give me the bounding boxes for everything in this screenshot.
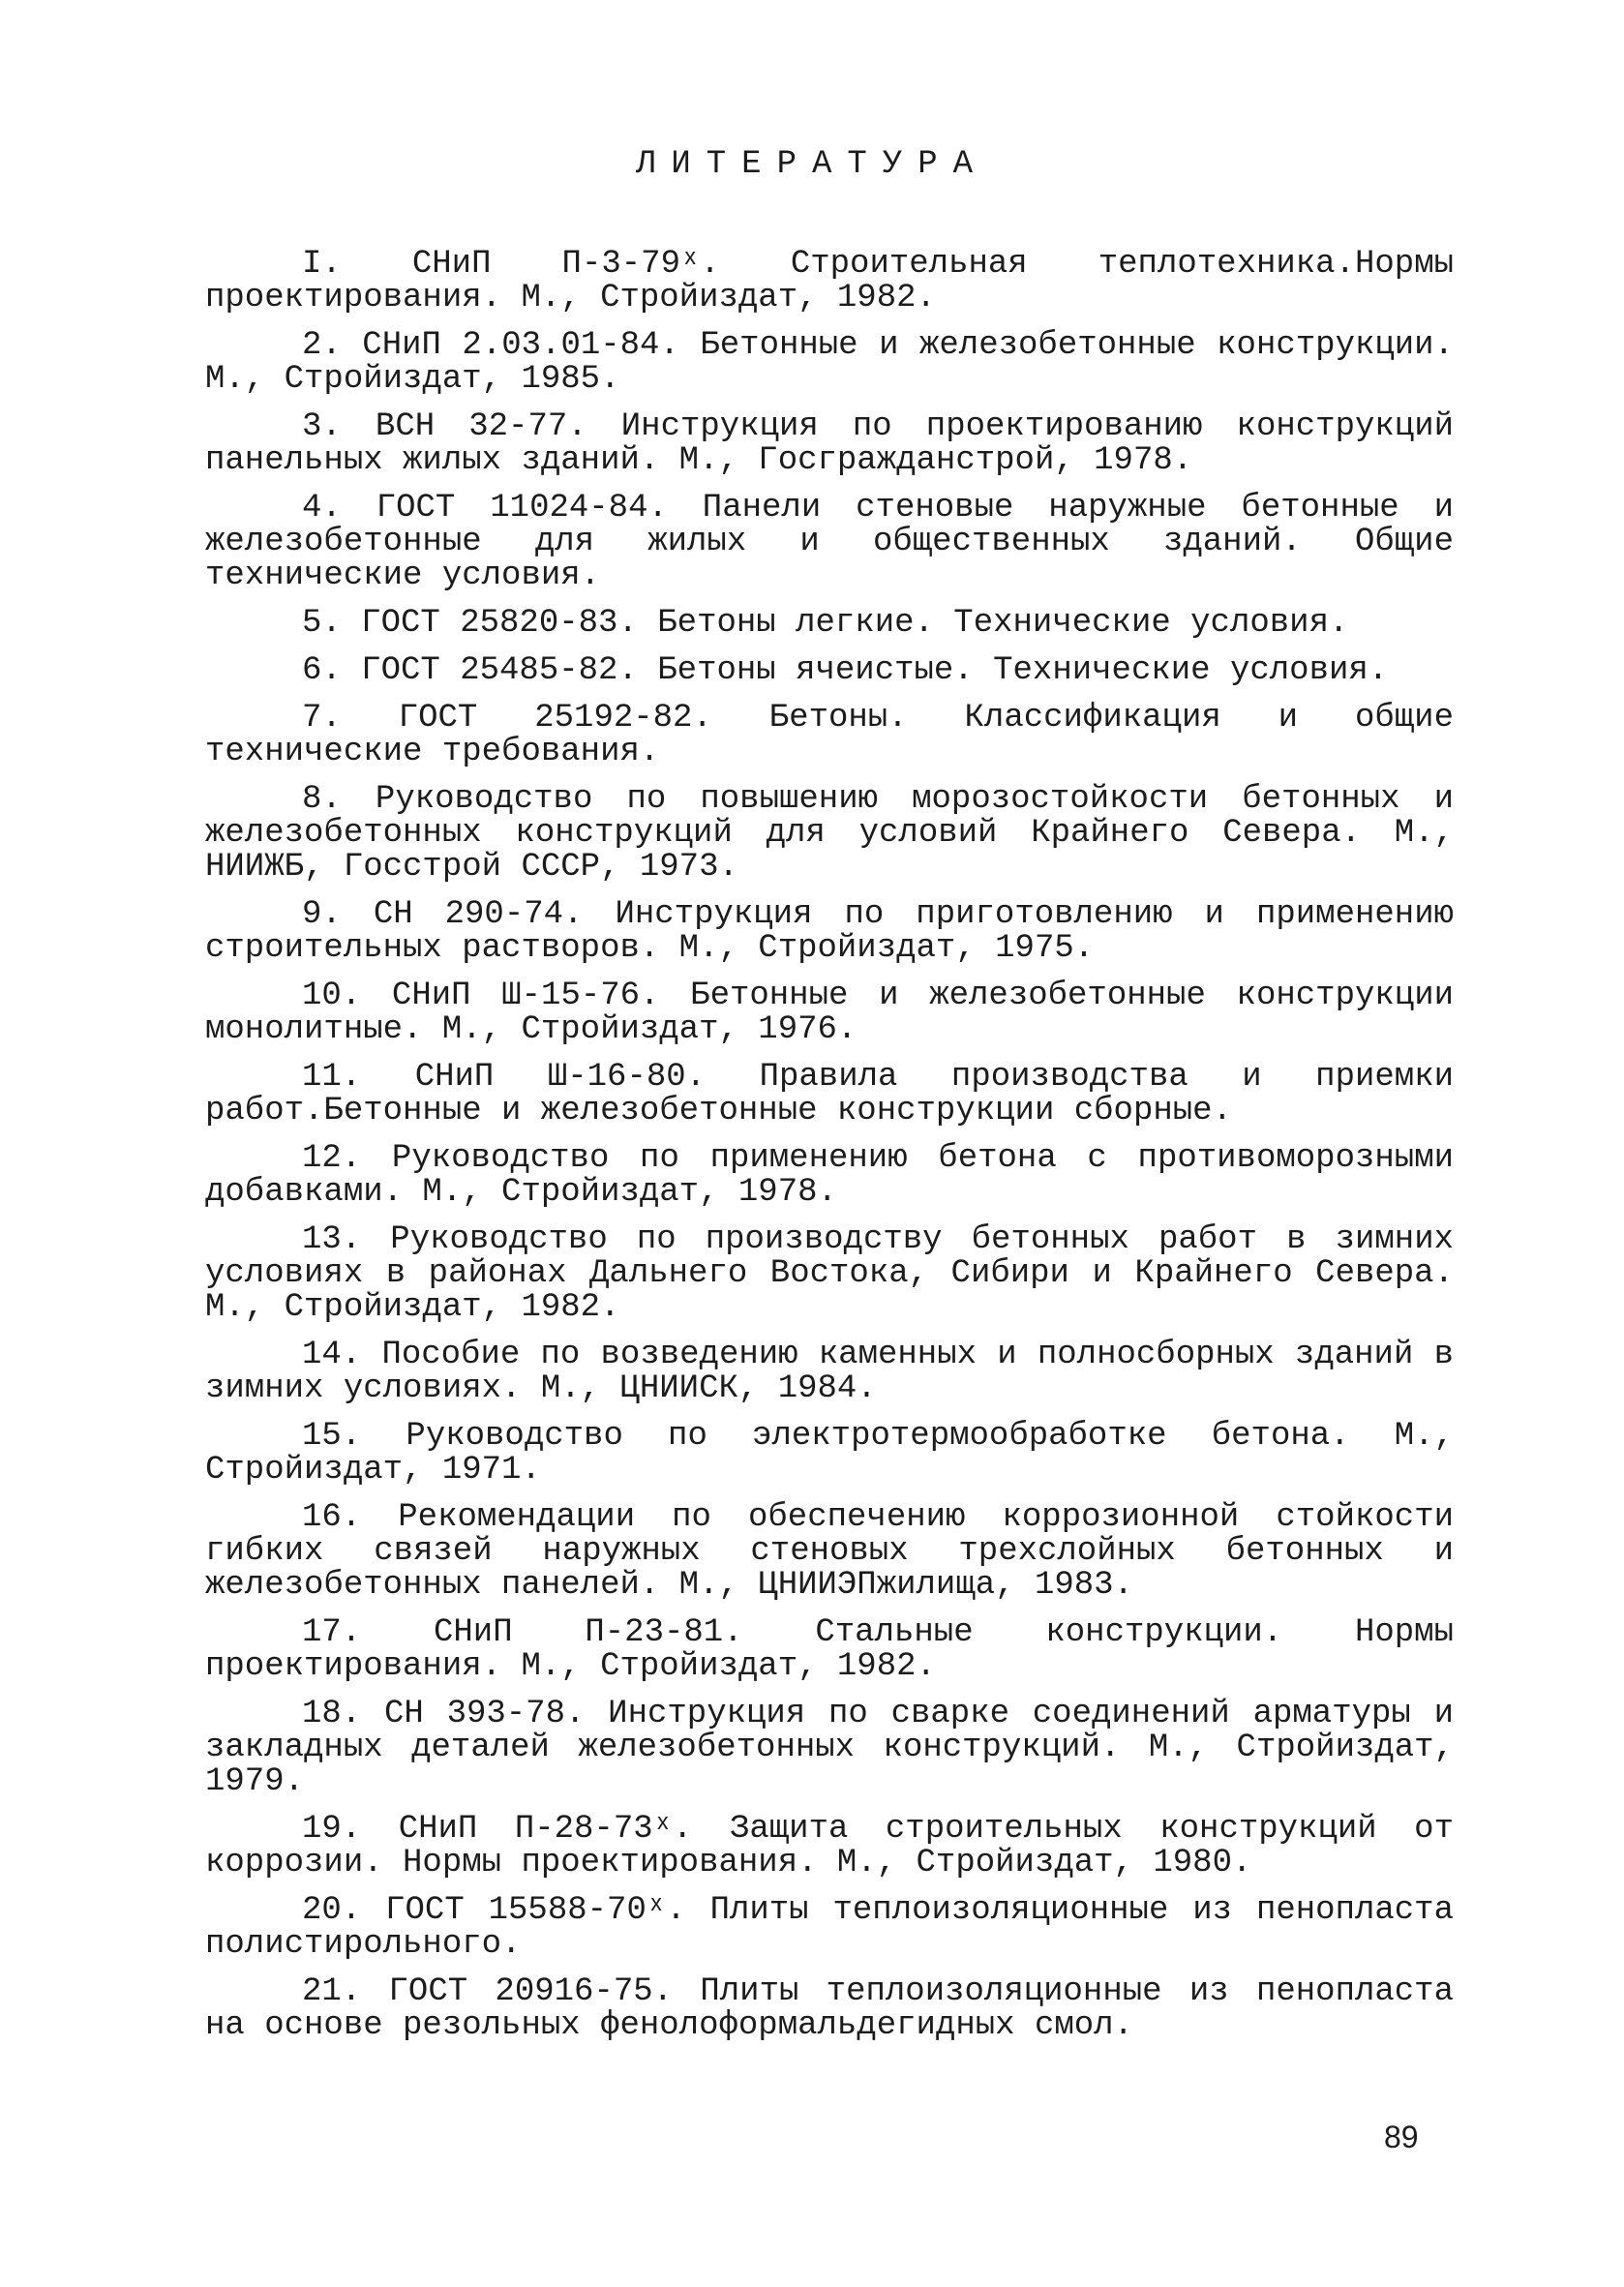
reference-item-1: I. СНиП П-3-79ˣ. Строительная теплотехника.Нормы проектирования. М., Стройиздат, 1982. xyxy=(205,246,1454,316)
reference-item-17: 17. СНиП П-23-81. Стальные конструкции. Нормы проектирования. М., Стройиздат, 1982. xyxy=(205,1614,1454,1685)
reference-item-7: 7. ГОСТ 25192-82. Бетоны. Классификация и общие технические требования. xyxy=(205,700,1454,770)
reference-item-6: 6. ГОСТ 25485-82. Бетоны ячеистые. Технические условия. xyxy=(302,652,1389,689)
reference-item-11: 11. СНиП Ш-16-80. Правила производства и приемки работ.Бетонные и железобетонные конструкции сборные. xyxy=(205,1059,1454,1129)
reference-item-2: 2. СНиП 2.03.01-84. Бетонные и железобетонные конструкции. М., Стройиздат, 1985. xyxy=(205,327,1454,398)
reference-item-18: 18. СН 393-78. Инструкция по сварке соединений арматуры и закладных деталей железобетонных конструкций. М., Стройиздат, 1979. xyxy=(205,1696,1454,1800)
reference-item-8: 8. Руководство по повышению морозостойкости бетонных и железобетонных конструкций для условий Крайнего Севера. М., НИИЖБ, Госстрой СССР, 1973. xyxy=(205,781,1454,886)
page-title: ЛИТЕРАТУРА xyxy=(635,146,989,183)
reference-item-4: 4. ГОСТ 11024-84. Панели стеновые наружные бетонные и железобетонные для жилых и общественных зданий. Общие технические условия. xyxy=(205,490,1454,594)
reference-item-10: 10. СНиП Ш-15-76. Бетонные и железобетонные конструкции монолитные. М., Стройиздат, 1976. xyxy=(205,978,1454,1048)
reference-list xyxy=(205,248,1454,2057)
reference-item-20: 20. ГОСТ 15588-70ˣ. Плиты теплоизоляционные из пенопласта полистирольного. xyxy=(205,1892,1454,1963)
reference-item-14: 14. Пособие по возведению каменных и полносборных зданий в зимних условиях. М., ЦНИИСК, 1984. xyxy=(205,1337,1454,1407)
reference-item-12: 12. Руководство по применению бетона с противоморозными добавками. М., Стройиздат, 1978. xyxy=(205,1140,1454,1211)
reference-item-13: 13. Руководство по производству бетонных работ в зимних условиях в районах Дальнего Востока, Сибири и Крайнего Севера. М., Стройиздат, 1982. xyxy=(205,1221,1454,1326)
reference-item-5: 5. ГОСТ 25820-83. Бетоны легкие. Технические условия. xyxy=(302,605,1349,642)
reference-item-3: 3. ВСН 32-77. Инструкция по проектированию конструкций панельных жилых зданий. М., Госгражданстрой, 1978. xyxy=(205,408,1454,479)
reference-item-15: 15. Руководство по электротермообработке бетона. М., Стройиздат, 1971. xyxy=(205,1418,1454,1489)
reference-item-21: 21. ГОСТ 20916-75. Плиты теплоизоляционные из пенопласта на основе резольных фенолоформальдегидных смол. xyxy=(205,1973,1454,2044)
reference-item-9: 9. СН 290-74. Инструкция по приготовлению и применению строительных растворов. М., Стройиздат, 1975. xyxy=(205,896,1454,967)
reference-item-19: 19. СНиП П-28-73ˣ. Защита строительных конструкций от коррозии. Нормы проектирования. М., Стройиздат, 1980. xyxy=(205,1811,1454,1881)
reference-item-16: 16. Рекомендации по обеспечению коррозионной стойкости гибких связей наружных стеновых трехслойных бетонных и железобетонных панелей. М., ЦНИИЭПжилища, 1983. xyxy=(205,1499,1454,1604)
page-number: 89 xyxy=(1384,2120,1419,2154)
